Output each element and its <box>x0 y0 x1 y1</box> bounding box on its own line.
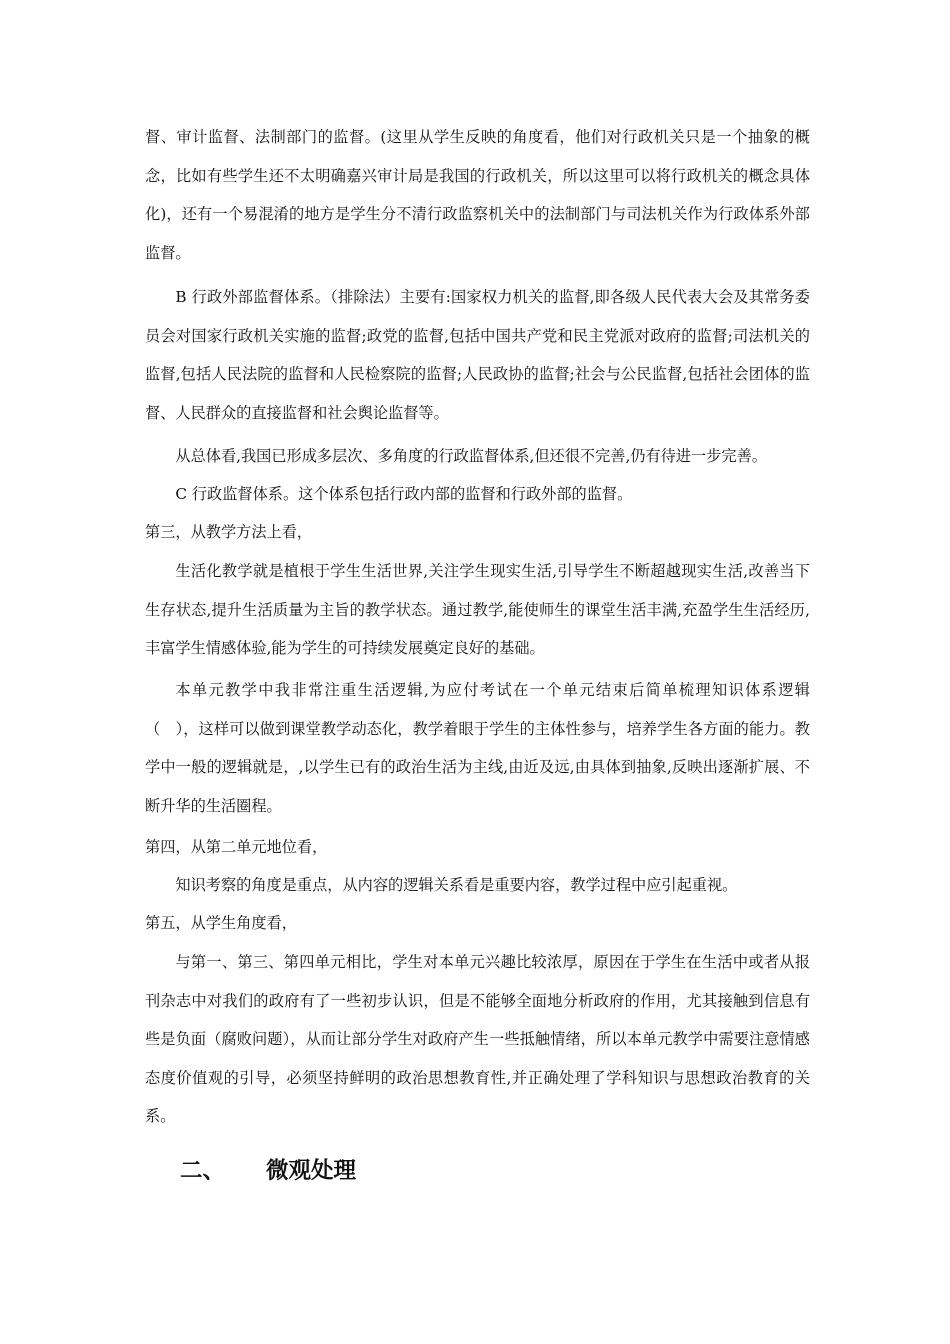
paragraph-external-supervision: B 行政外部监督体系。（排除法）主要有:国家权力机关的监督,即各级人民代表大会及其常务委员会对国家行政机关实施的监督;政党的监督,包括中国共产党和民主党派对政府的监督;司法机关的监督,包括人民法院的监督和人民检察院的监督;人民政协的监督;社会与公民监督,包括社会团体的监督、人民群众的直接监督和社会舆论监督等。 <box>145 288 810 422</box>
section-label-student-view: 第五，从学生角度看， <box>145 914 297 932</box>
heading-title: 微观处理 <box>266 1158 357 1184</box>
section-heading-micro <box>180 1148 356 1194</box>
paragraph-overall-view: 从总体看,我国已形成多层次、多角度的行政监督体系,但还很不完善,仍有待进一步完善。 <box>175 447 767 465</box>
paragraph-student-interest: 与第一、第三、第四单元相比，学生对本单元兴趣比较浓厚，原因在于学生在生活中或者从报刊杂志中对我们的政府有了一些初步认识，但是不能够全面地分析政府的作用，尤其接触到信息有些是负面（腐败问题），从而让部分学生对政府产生一些抵触情绪，所以本单元教学中需要注意情感态度价值观的引导，必须坚持鲜明的政治思想教育性,并正确处理了学科知识与思想政治教育的关系。 <box>145 953 810 1125</box>
paragraph-supervision-system: C 行政监督体系。这个体系包括行政内部的监督和行政外部的监督。 <box>175 485 633 503</box>
section-label-unit-position: 第四，从第二单元地位看， <box>145 838 328 856</box>
paragraph-unit-logic: 本单元教学中我非常注重生活逻辑,为应付考试在一个单元结束后简单梳理知识体系逻辑（ ），这样可以做到课堂教学动态化，教学着眼于学生的主体性参与，培养学生各方面的能力。教学中一般的逻辑就是，,以学生已有的政治生活为主线,由近及远,由具体到抽象,反映出逐渐扩展、不断升华的生活圈程。 <box>145 681 810 815</box>
heading-number: 二、 <box>180 1158 226 1184</box>
paragraph-life-teaching: 生活化教学就是植根于学生生活世界,关注学生现实生活,引导学生不断超越现实生活,改善当下生存状态,提升生活质量为主旨的教学状态。通过教学,能使师生的课堂生活丰满,充盈学生生活经历,丰富学生情感体验,能为学生的可持续发展奠定良好的基础。 <box>145 562 810 657</box>
paragraph-knowledge-focus: 知识考察的角度是重点，从内容的逻辑关系看是重要内容，教学过程中应引起重视。 <box>175 876 738 894</box>
section-label-teaching-method: 第三，从教学方法上看， <box>145 523 313 541</box>
paragraph-supervision-internal: 督、审计监督、法制部门的监督。(这里从学生反映的角度看，他们对行政机关只是一个抽象的概念，比如有些学生还不太明确嘉兴审计局是我国的行政机关，所以这里可以将行政机关的概念具体化)，还有一个易混淆的地方是学生分不清行政监察机关中的法制部门与司法机关作为行政体系外部监督。 <box>145 128 810 262</box>
